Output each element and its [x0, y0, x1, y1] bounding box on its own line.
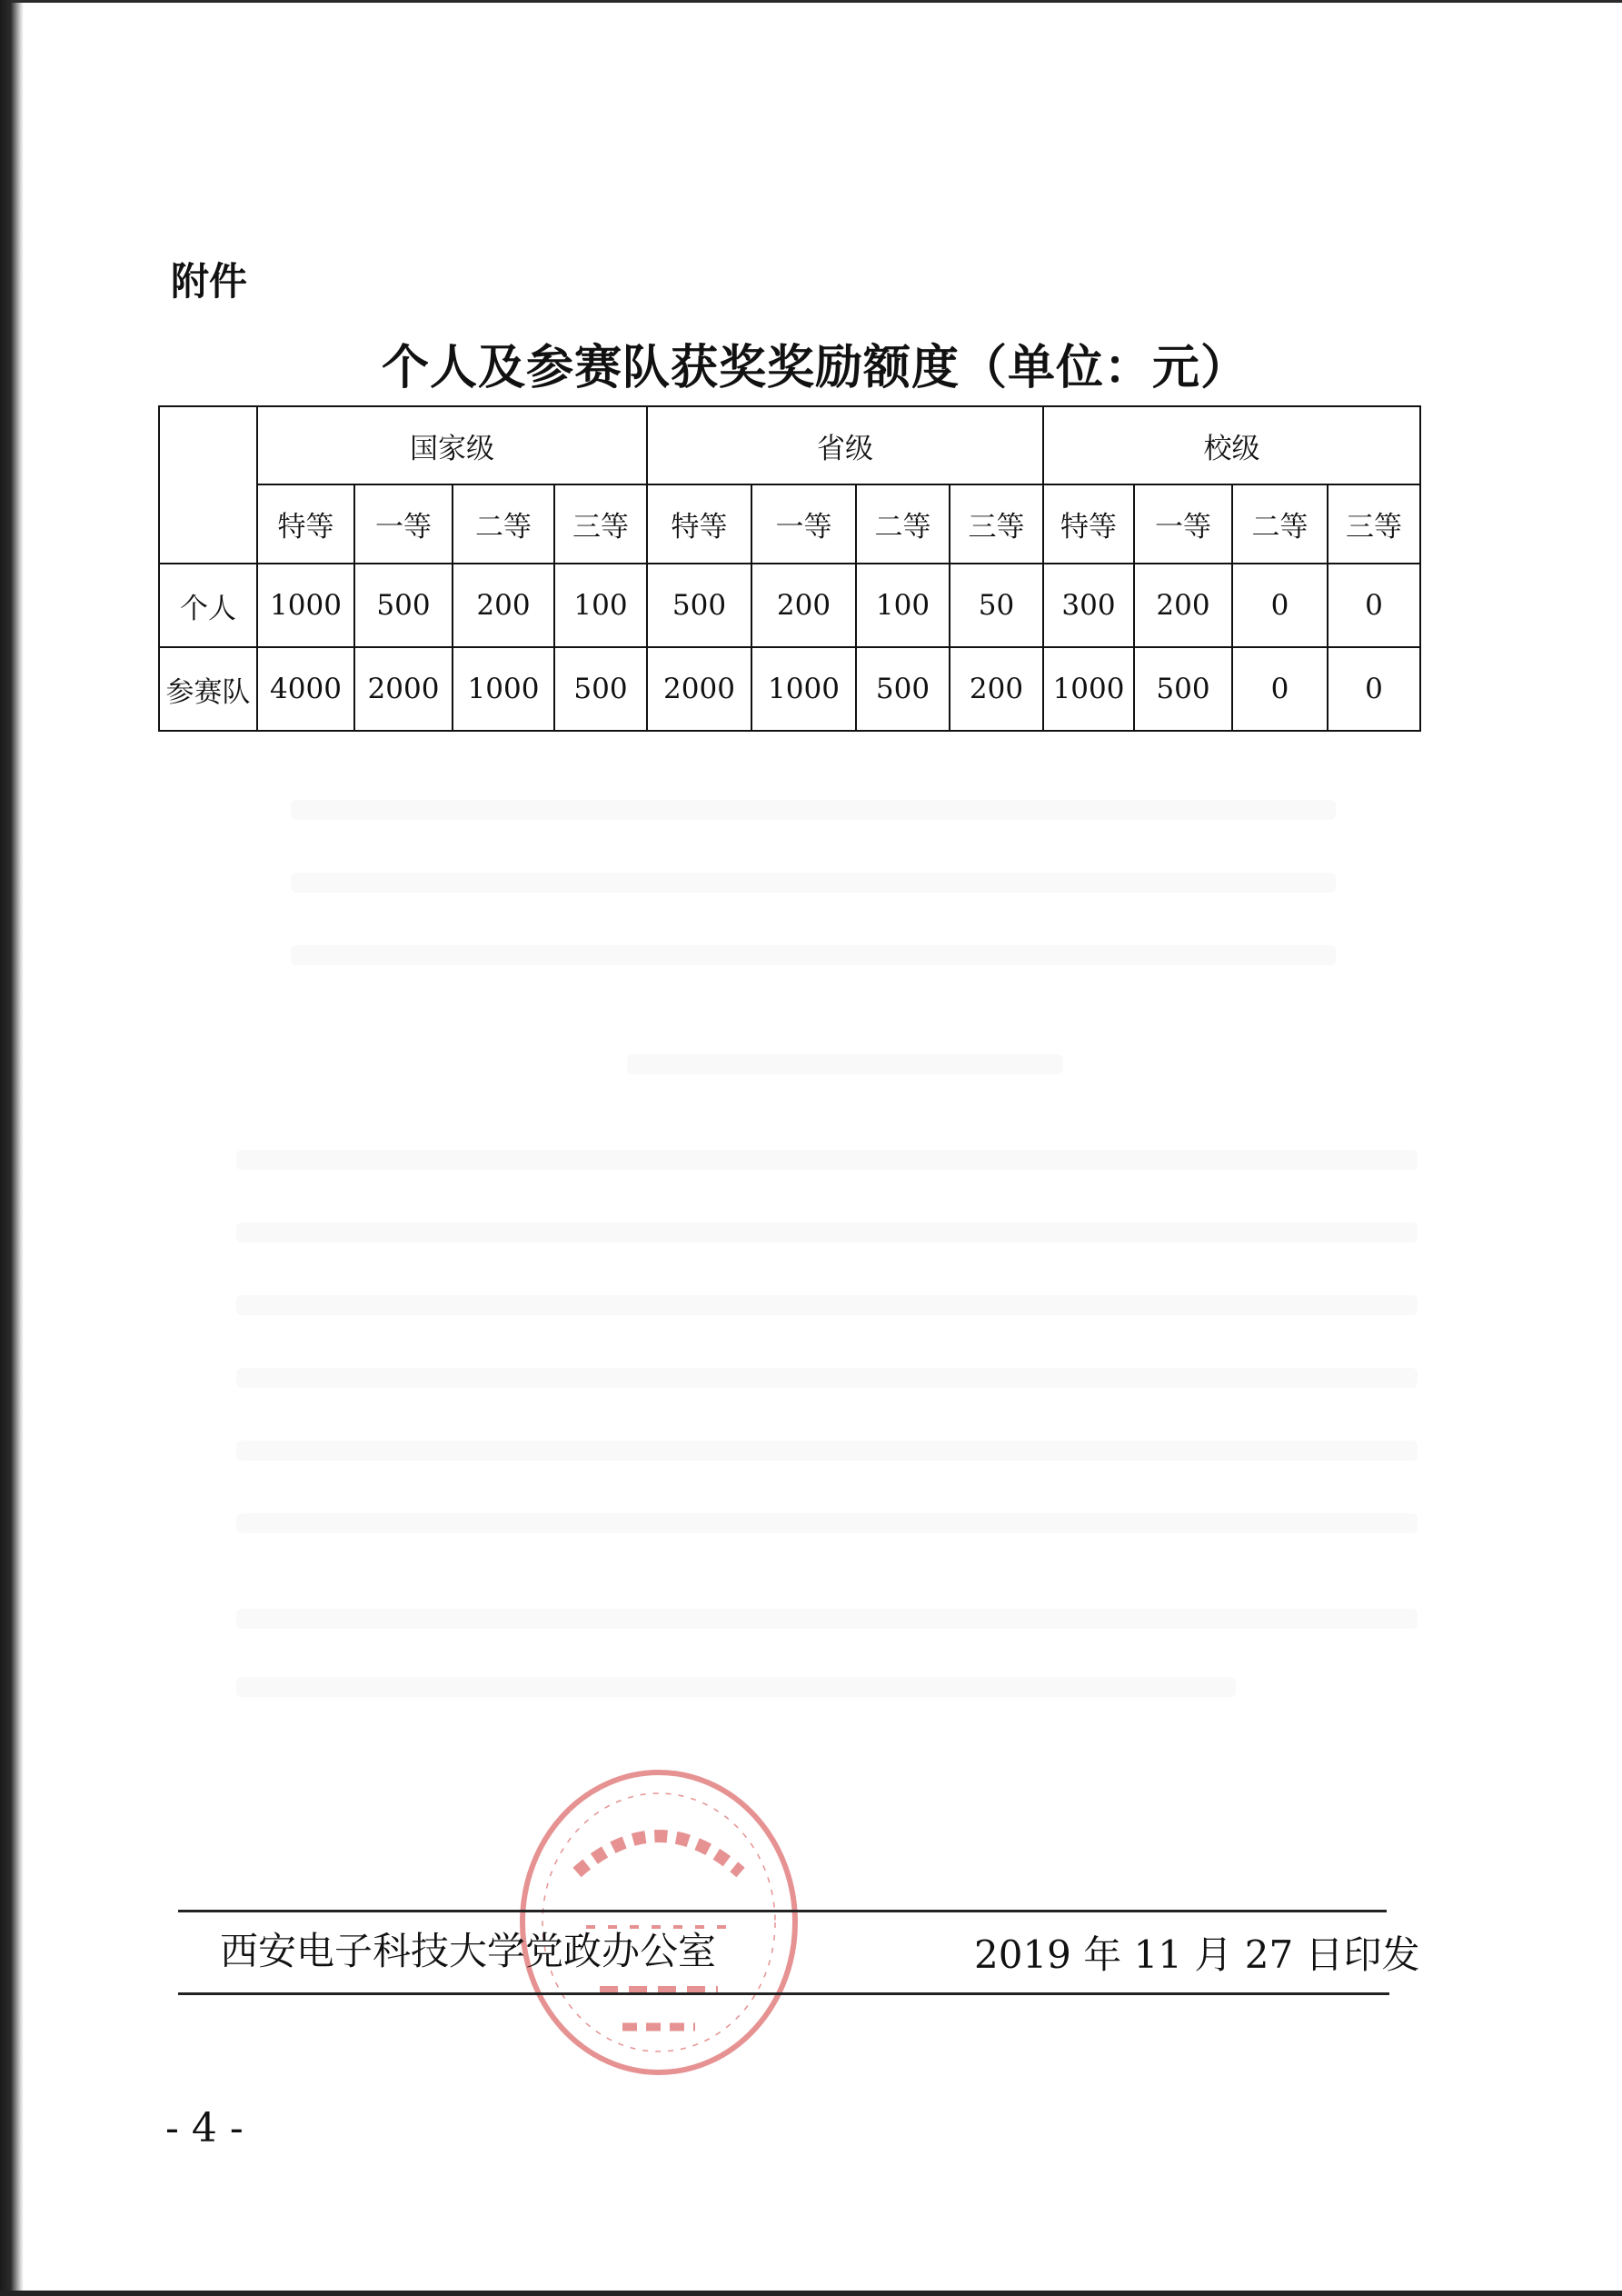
table-cell: 500 — [554, 647, 647, 731]
bleed-through — [291, 873, 1336, 893]
scan-bottom-edge — [0, 2291, 1622, 2296]
grade-header: 二等 — [856, 484, 950, 564]
table-cell: 100 — [554, 564, 647, 647]
bleed-through — [236, 1150, 1418, 1170]
table-cell: 1000 — [453, 647, 554, 731]
grade-header: 一等 — [1134, 484, 1232, 564]
grade-header: 二等 — [1232, 484, 1328, 564]
grade-header: 二等 — [453, 484, 554, 564]
footer-rule-top — [178, 1910, 1387, 1912]
table-cell: 500 — [1134, 647, 1232, 731]
bleed-through — [236, 1295, 1418, 1315]
table-cell: 2000 — [354, 647, 453, 731]
table-cell: 1000 — [751, 647, 856, 731]
grade-header: 特等 — [1043, 484, 1134, 564]
level-header-provincial: 省级 — [647, 406, 1043, 484]
corner-cell — [159, 406, 257, 564]
row-label: 个人 — [159, 564, 257, 647]
table-cell: 4000 — [257, 647, 354, 731]
award-table — [158, 405, 1421, 732]
level-header-school: 校级 — [1043, 406, 1420, 484]
page-number: - 4 - — [165, 2105, 244, 2151]
table-cell: 0 — [1232, 647, 1328, 731]
bleed-through — [236, 1368, 1418, 1388]
bleed-through — [236, 1441, 1418, 1461]
table-cell: 200 — [1134, 564, 1232, 647]
scan-left-shadow — [0, 0, 24, 2296]
table-cell: 500 — [354, 564, 453, 647]
grade-header: 三等 — [950, 484, 1043, 564]
table-cell: 1000 — [257, 564, 354, 647]
grade-header: 一等 — [751, 484, 856, 564]
table-cell: 500 — [647, 564, 751, 647]
issue-date: 2019 年 11 月 27 日印发 — [974, 1932, 1420, 1977]
row-label: 参赛队 — [159, 647, 257, 731]
table-cell: 300 — [1043, 564, 1134, 647]
table-cell: 1000 — [1043, 647, 1134, 731]
bleed-through — [291, 945, 1336, 965]
attachment-label: 附件 — [171, 259, 248, 304]
table-cell: 0 — [1328, 564, 1420, 647]
table-cell: 200 — [751, 564, 856, 647]
bleed-through — [236, 1223, 1418, 1243]
bleed-through — [236, 1609, 1418, 1629]
level-header-national: 国家级 — [257, 406, 647, 484]
bleed-through — [627, 1054, 1063, 1074]
grade-header: 特等 — [257, 484, 354, 564]
grade-header: 一等 — [354, 484, 453, 564]
table-row-individual — [159, 564, 1420, 647]
table-cell: 0 — [1328, 647, 1420, 731]
table-cell: 200 — [453, 564, 554, 647]
table-row-team — [159, 647, 1420, 731]
bleed-through — [236, 1513, 1418, 1533]
table-cell: 100 — [856, 564, 950, 647]
footer-rule-bottom — [178, 1992, 1389, 1995]
issuer-name: 西安电子科技大学党政办公室 — [220, 1929, 717, 1973]
scan-top-edge — [0, 0, 1622, 3]
table-title: 个人及参赛队获奖奖励额度（单位：元） — [382, 340, 1249, 395]
grade-header: 三等 — [1328, 484, 1420, 564]
table-cell: 2000 — [647, 647, 751, 731]
grade-header: 三等 — [554, 484, 647, 564]
table-cell: 200 — [950, 647, 1043, 731]
grade-header: 特等 — [647, 484, 751, 564]
table-cell: 0 — [1232, 564, 1328, 647]
bleed-through — [291, 800, 1336, 820]
bleed-through — [236, 1677, 1236, 1697]
table-cell: 50 — [950, 564, 1043, 647]
table-cell: 500 — [856, 647, 950, 731]
